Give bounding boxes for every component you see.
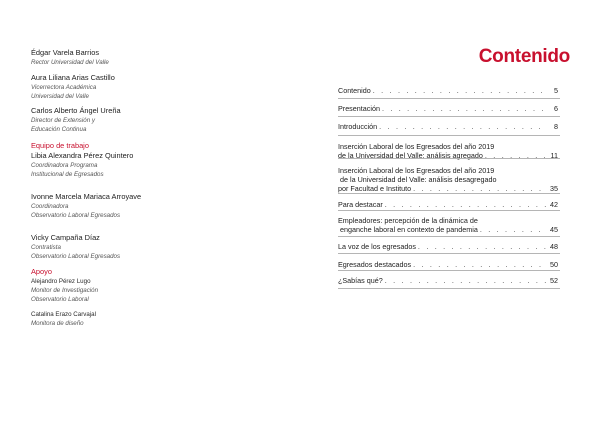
toc-page-number: 42 bbox=[550, 200, 558, 209]
credit-vicky bbox=[31, 233, 120, 261]
credit-name: Édgar Varela Barrios bbox=[31, 48, 100, 57]
toc-entry[interactable] bbox=[338, 216, 558, 234]
toc-entry-line bbox=[338, 216, 558, 225]
credit-role: Institucional de Egresados bbox=[31, 171, 104, 178]
credit-vicerrectora bbox=[31, 73, 115, 101]
credit-role: Director de Extensión y bbox=[31, 117, 95, 124]
toc-dot-leader bbox=[418, 242, 546, 251]
toc-entry-title: Contenido bbox=[338, 86, 371, 95]
toc-entry-line bbox=[338, 122, 558, 131]
credit-role: Monitor de Investigación bbox=[31, 287, 99, 294]
toc-dot-leader bbox=[413, 260, 546, 269]
toc-entry-title: por Facultad e Instituto bbox=[338, 184, 412, 193]
toc-dot-leader bbox=[373, 86, 546, 95]
toc-separator bbox=[338, 98, 560, 99]
credit-rector bbox=[31, 48, 109, 67]
toc-entry[interactable] bbox=[338, 200, 558, 209]
credit-role: Monitora de diseño bbox=[31, 320, 84, 327]
toc-separator bbox=[338, 236, 560, 237]
section-title: Apoyo bbox=[31, 267, 52, 276]
toc-entry-title: Presentación bbox=[338, 104, 380, 113]
credit-role: Vicerrectora Académica bbox=[31, 84, 97, 91]
credit-name: Carlos Alberto Ángel Ureña bbox=[31, 106, 121, 115]
toc-entry-title: Introducción bbox=[338, 122, 378, 131]
toc-entry[interactable] bbox=[338, 122, 558, 131]
toc-entry-line bbox=[338, 166, 558, 175]
credit-role: Coordinadora bbox=[31, 203, 69, 210]
toc-separator bbox=[338, 135, 560, 136]
toc-dot-leader bbox=[480, 225, 546, 234]
toc-entry[interactable] bbox=[338, 242, 558, 251]
credit-role: Observatorio Laboral bbox=[31, 296, 89, 303]
toc-separator bbox=[338, 253, 560, 254]
toc-entry-title: ¿Sabías qué? bbox=[338, 276, 383, 285]
toc-separator bbox=[338, 116, 560, 117]
toc-entry-line bbox=[338, 175, 558, 184]
toc-entry[interactable] bbox=[338, 276, 558, 285]
toc-page-number: 6 bbox=[554, 104, 558, 113]
credit-name: Catalina Erazo Carvajal bbox=[31, 311, 96, 318]
toc-dot-leader bbox=[385, 200, 546, 209]
toc-dot-leader bbox=[382, 104, 546, 113]
toc-entry-line bbox=[338, 260, 558, 269]
credit-role: Observatorio Laboral Egresados bbox=[31, 253, 121, 260]
toc-entry-title: Empleadores: percepción de la dinámica de bbox=[338, 216, 478, 225]
toc-page-number: 35 bbox=[550, 184, 558, 193]
toc-entry-line bbox=[338, 225, 558, 234]
toc-entry-line bbox=[338, 184, 558, 193]
credit-equipo bbox=[31, 141, 133, 179]
toc-entry[interactable] bbox=[338, 260, 558, 269]
toc-entry-line bbox=[338, 104, 558, 113]
toc-separator bbox=[338, 158, 560, 159]
toc-separator bbox=[338, 270, 560, 271]
toc-entry-line bbox=[338, 142, 558, 151]
toc-entry-title: La voz de los egresados bbox=[338, 242, 416, 251]
toc-entry-line bbox=[338, 200, 558, 209]
credit-name: Aura Liliana Arias Castillo bbox=[31, 73, 115, 82]
credit-name: Alejandro Pérez Lugo bbox=[31, 278, 91, 285]
toc-entry-line bbox=[338, 86, 558, 95]
credit-role: Rector Universidad del Valle bbox=[31, 59, 109, 66]
toc-entry-title: Inserción Laboral de los Egresados del año 2019 bbox=[338, 142, 495, 151]
credit-role: Coordinadora Programa bbox=[31, 162, 98, 169]
toc-entry-title: Para destacar bbox=[338, 200, 383, 209]
toc-separator bbox=[338, 210, 560, 211]
credit-role: Contratista bbox=[31, 244, 61, 251]
toc-dot-leader bbox=[379, 122, 546, 131]
toc-entry-title: de la Universidad del Valle: análisis desagregado bbox=[338, 175, 497, 184]
toc-entry[interactable] bbox=[338, 104, 558, 113]
toc-entry[interactable] bbox=[338, 166, 558, 193]
toc-entry-line bbox=[338, 276, 558, 285]
section-title: Equipo de trabajo bbox=[31, 141, 89, 150]
toc-entry[interactable] bbox=[338, 86, 558, 95]
toc-dot-leader bbox=[413, 184, 546, 193]
toc-page-number: 45 bbox=[550, 225, 558, 234]
page-title: Contenido bbox=[478, 46, 570, 67]
credit-role: Observatorio Laboral Egresados bbox=[31, 212, 121, 219]
credit-catalina bbox=[31, 310, 96, 328]
toc-dot-leader bbox=[385, 276, 546, 285]
credit-role: Universidad del Valle bbox=[31, 93, 89, 100]
credit-apoyo bbox=[31, 267, 98, 304]
toc-entry-title: de la Universidad del Valle: análisis agregado bbox=[338, 151, 483, 160]
toc-entry-title: Inserción Laboral de los Egresados del año 2019 bbox=[338, 166, 495, 175]
credit-director bbox=[31, 106, 121, 134]
toc-entry-title: enganche laboral en contexto de pandemia bbox=[338, 225, 478, 234]
credit-name: Ivonne Marcela Mariaca Arroyave bbox=[31, 192, 142, 201]
toc-page-number: 50 bbox=[550, 260, 558, 269]
toc-page-number: 48 bbox=[550, 242, 558, 251]
credit-role: Educación Continua bbox=[31, 126, 87, 133]
toc-entry-title: Egresados destacados bbox=[338, 260, 412, 269]
credit-ivonne bbox=[31, 192, 141, 220]
credit-name: Vicky Campaña Díaz bbox=[31, 233, 100, 242]
toc-separator bbox=[338, 193, 560, 194]
toc-entry-line bbox=[338, 242, 558, 251]
toc-separator bbox=[338, 288, 560, 289]
toc-page-number: 52 bbox=[550, 276, 558, 285]
toc-page-number: 5 bbox=[554, 86, 558, 95]
credit-name: Libia Alexandra Pérez Quintero bbox=[31, 151, 134, 160]
toc-page-number: 11 bbox=[550, 151, 558, 160]
toc-page-number: 8 bbox=[554, 122, 558, 131]
